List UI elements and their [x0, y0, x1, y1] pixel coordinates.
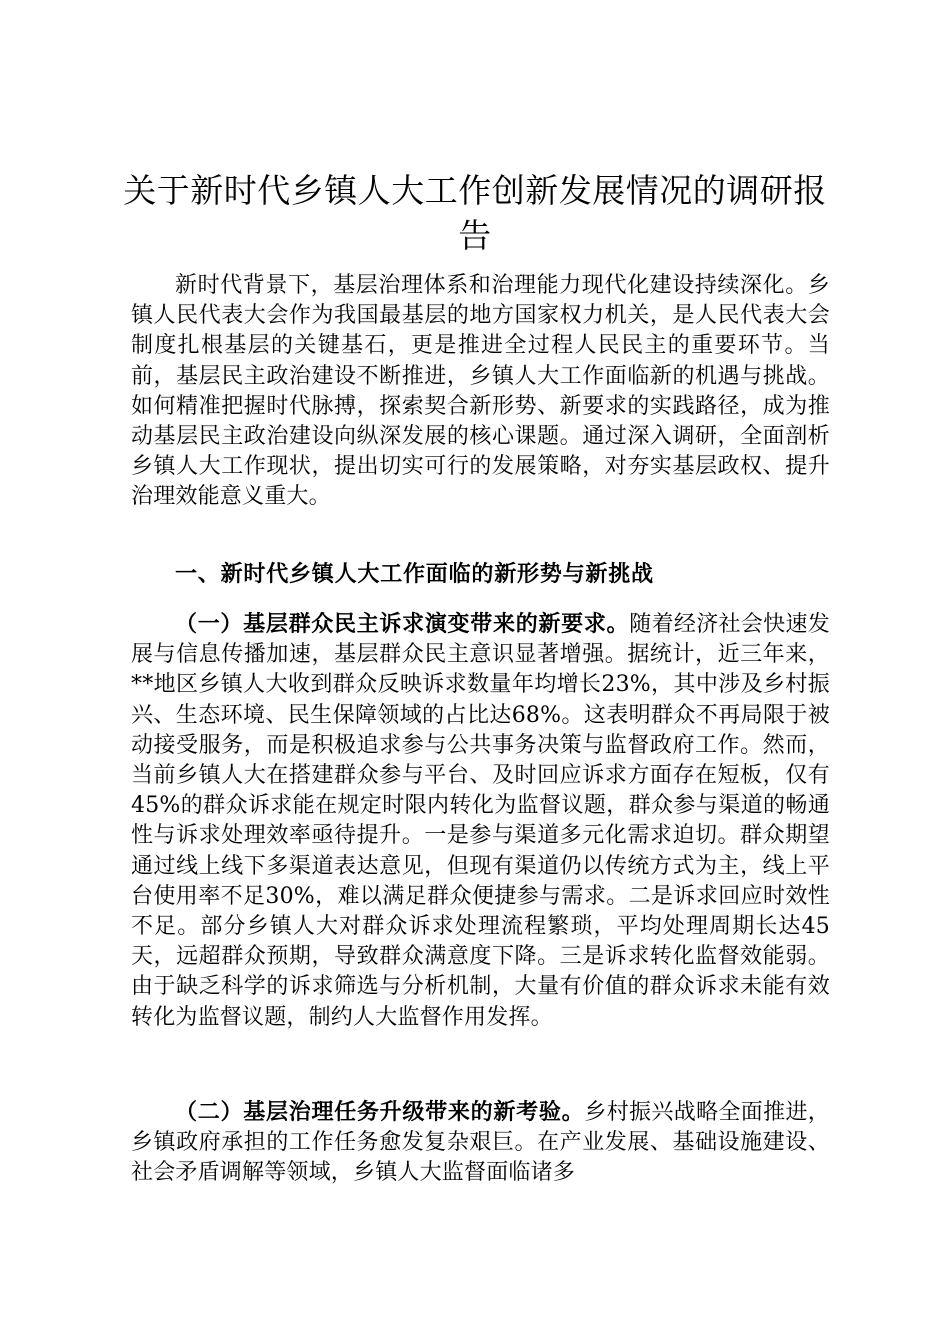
intro-paragraph: 新时代背景下，基层治理体系和治理能力现代化建设持续深化。乡镇人民代表大会作为我国最基层的地方国家权力机关，是人民代表大会制度扎根基层的关键基石，更是推进全过程人民民主的重要环节。当前，基层民主政治建设不断推进，乡镇人大工作面临新的机遇与挑战。如何精准把握时代脉搏，探索契合新形势、新要求的实践路径，成为推动基层民主政治建设向纵深发展的核心课题。通过深入调研，全面剖析乡镇人大工作现状，提出切实可行的发展策略，对夯实基层政权、提升治理效能意义重大。: [131, 273, 830, 510]
subsection-2-lead: （二）基层治理任务升级带来的新考验。: [175, 1100, 585, 1125]
subsection-1-paragraph: [131, 610, 830, 1033]
subsection-2-body: 乡村振兴战略全面推进，乡镇政府承担的工作任务愈发复杂艰巨。在产业发展、基础设施建设、社会矛盾调解等领域，乡镇人大监督面临诸多: [131, 1100, 830, 1186]
section-1-heading: 一、新时代乡镇人大工作面临的新形势与新挑战: [175, 562, 654, 587]
subsection-1-body: 随着经济社会快速发展与信息传播加速，基层群众民主意识显著增强。据统计，近三年来，**地区乡镇人大收到群众反映诉求数量年均增长23%，其中涉及乡村振兴、生态环境、民生保障领域的占比达68%。这表明群众不再局限于被动接受服务，而是积极追求参与公共事务决策与监督政府工作。然而，当前乡镇人大在搭建群众参与平台、及时回应诉求方面存在短板，仅有45%的群众诉求能在规定时限内转化为监督议题，群众参与渠道的畅通性与诉求处理效率亟待提升。一是参与渠道多元化需求迫切。群众期望通过线上线下多渠道表达意见，但现有渠道仍以传统方式为主，线上平台使用率不足30%，难以满足群众便捷参与需求。二是诉求回应时效性不足。部分乡镇人大对群众诉求处理流程繁琐，平均处理周期长达45天，远超群众预期，导致群众满意度下降。三是诉求转化监督效能弱。由于缺乏科学的诉求筛选与分析机制，大量有价值的群众诉求未能有效转化为监督议题，制约人大监督作用发挥。: [131, 612, 830, 1030]
document-title: 关于新时代乡镇人大工作创新发展情况的调研报告: [123, 171, 827, 255]
subsection-1-lead: （一）基层群众民主诉求演变带来的新要求。: [175, 612, 630, 637]
subsection-2-paragraph: [131, 1098, 830, 1189]
